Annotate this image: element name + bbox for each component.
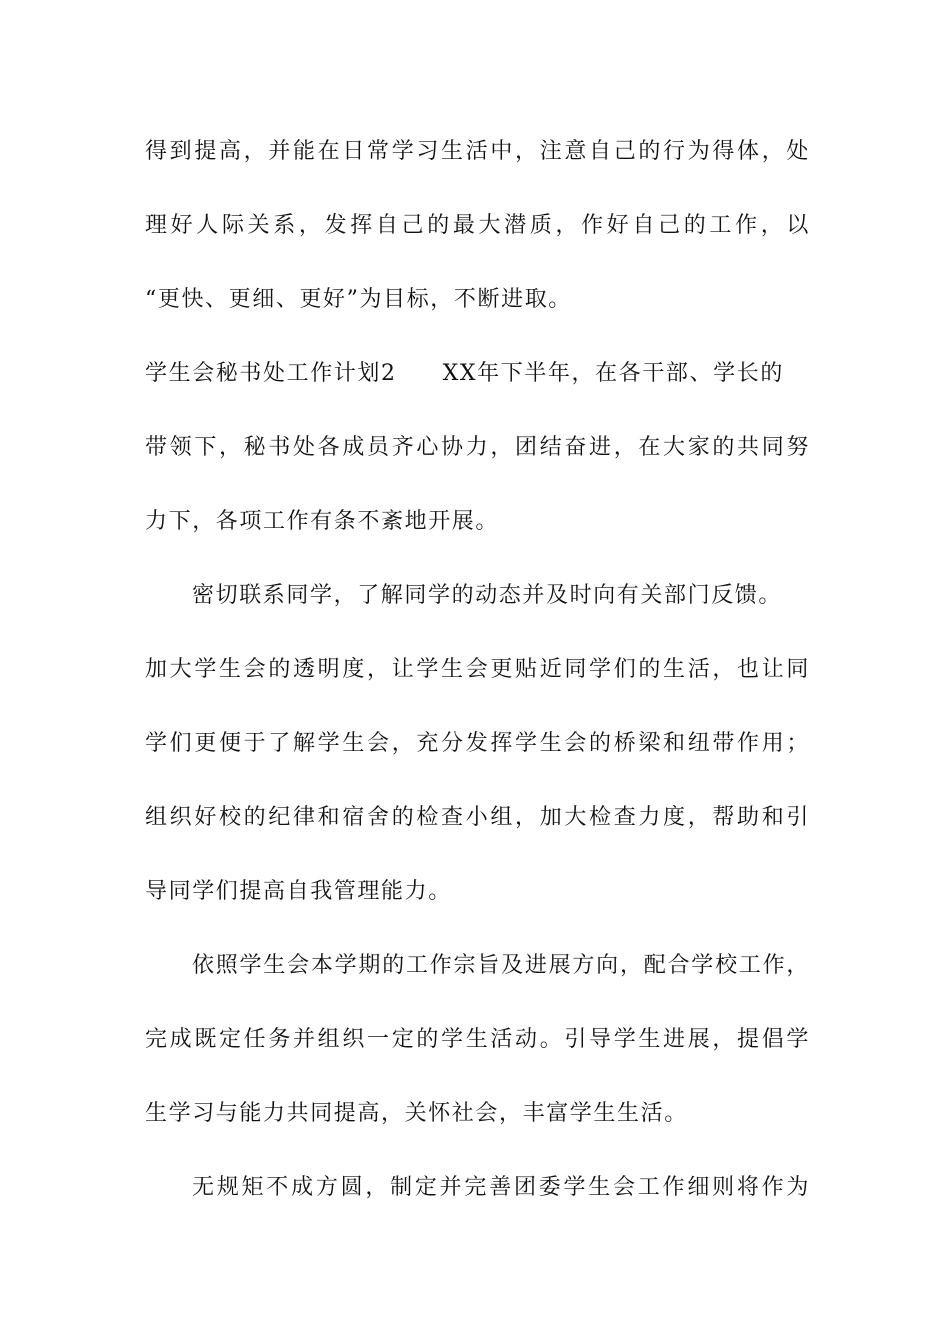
paragraph-line: 无规矩不成方圆，制定并完善团委学生会工作细则将作为 xyxy=(192,1175,810,1200)
paragraph-line: 密切联系同学，了解同学的动态并及时向有关部门反馈。 xyxy=(192,583,783,608)
section-heading: 学生会秘书处工作计划2 xyxy=(145,361,397,386)
paragraph-line: 学们更便于了解学生会，充分发挥学生会的桥梁和纽带作用； xyxy=(145,731,810,756)
paragraph-line: 理好人际关系，发挥自己的最大潜质，作好自己的工作，以 xyxy=(145,213,810,238)
paragraph-line: 带领下，秘书处各成员齐心协力，团结奋进，在大家的共同努 xyxy=(145,435,810,460)
paragraph-line: XX年下半年，在各干部、学长的 xyxy=(442,361,784,386)
paragraph-line: 加大学生会的透明度，让学生会更贴近同学们的生活，也让同 xyxy=(145,657,810,682)
paragraph-line: 组织好校的纪律和宿舍的检查小组，加大检查力度，帮助和引 xyxy=(145,805,810,830)
section-heading-line xyxy=(145,359,810,389)
paragraph-line: 得到提高，并能在日常学习生活中，注意自己的行为得体，处 xyxy=(145,139,810,164)
paragraph-line: 导同学们提高自我管理能力。 xyxy=(145,879,452,904)
paragraph-line: 完成既定任务并组织一定的学生活动。引导学生进展，提倡学 xyxy=(145,1027,810,1052)
paragraph-line: “更快、更细、更好”为目标，不断进取。 xyxy=(145,287,572,312)
paragraph-line: 生学习与能力共同提高，关怀社会，丰富学生生活。 xyxy=(145,1101,688,1126)
paragraph-line: 力下，各项工作有条不紊地开展。 xyxy=(145,509,500,534)
paragraph-line: 依照学生会本学期的工作宗旨及进展方向，配合学校工作， xyxy=(192,953,810,978)
